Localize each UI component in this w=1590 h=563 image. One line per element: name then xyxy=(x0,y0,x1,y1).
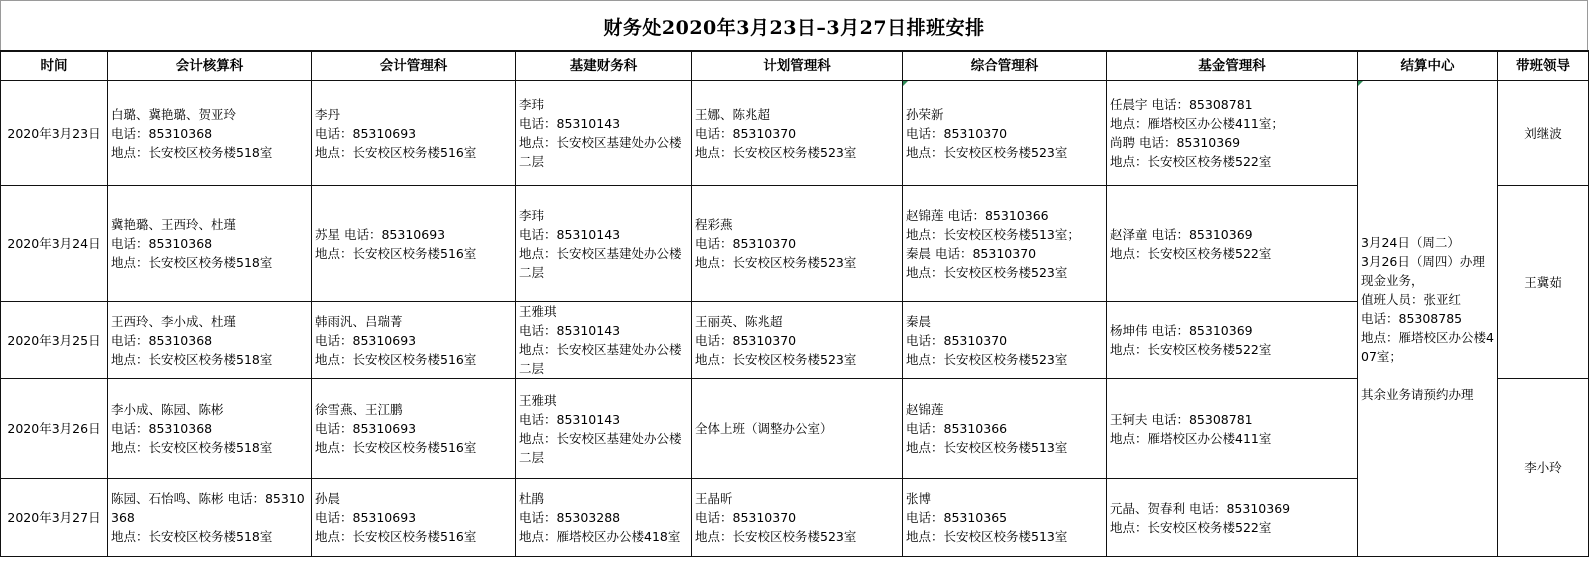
header-general-management: 综合管理科 xyxy=(903,51,1107,81)
table-row xyxy=(1,81,1589,186)
header-accounting: 会计核算科 xyxy=(108,51,312,81)
header-time: 时间 xyxy=(1,51,108,81)
schedule-cell: 李玮 电话：85310143 地点：长安校区基建处办公楼二层 xyxy=(516,81,692,186)
schedule-cell: 全体上班（调整办公室） xyxy=(692,379,903,479)
table-row xyxy=(1,479,1589,557)
schedule-cell: 王丽英、陈兆超 电话：85310370 地点：长安校区校务楼523室 xyxy=(692,302,903,379)
schedule-cell: 李玮 电话：85310143 地点：长安校区基建处办公楼二层 xyxy=(516,186,692,302)
leader-cell: 王冀茹 xyxy=(1498,186,1589,379)
date-cell: 2020年3月24日 xyxy=(1,186,108,302)
schedule-cell: 苏星 电话：85310693 地点：长安校区校务楼516室 xyxy=(312,186,516,302)
schedule-table xyxy=(0,50,1589,557)
schedule-cell: 白璐、冀艳璐、贺亚玲 电话：85310368 地点：长安校区校务楼518室 xyxy=(108,81,312,186)
schedule-cell: 秦晨 电话：85310370 地点：长安校区校务楼523室 xyxy=(903,302,1107,379)
schedule-cell: 张博 电话：85310365 地点：长安校区校务楼513室 xyxy=(903,479,1107,557)
schedule-cell: 王西玲、李小成、杜瑾 电话：85310368 地点：长安校区校务楼518室 xyxy=(108,302,312,379)
schedule-cell: 孙荣新 电话：85310370 地点：长安校区校务楼523室 xyxy=(903,81,1107,186)
header-construction-finance: 基建财务科 xyxy=(516,51,692,81)
schedule-cell: 王雅琪 电话：85310143 地点：长安校区基建处办公楼二层 xyxy=(516,379,692,479)
schedule-cell: 赵锦莲 电话：85310366 地点：长安校区校务楼513室 xyxy=(903,379,1107,479)
header-settlement-center: 结算中心 xyxy=(1358,51,1498,81)
date-cell: 2020年3月25日 xyxy=(1,302,108,379)
schedule-cell: 程彩燕 电话：85310370 地点：长安校区校务楼523室 xyxy=(692,186,903,302)
date-cell: 2020年3月27日 xyxy=(1,479,108,557)
schedule-cell: 赵锦莲 电话：85310366 地点：长安校区校务楼513室； 秦晨 电话：85310370 地点：长安校区校务楼523室 xyxy=(903,186,1107,302)
page-title: 财务处2020年3月23日–3月27日排班安排 xyxy=(0,0,1588,51)
table-row xyxy=(1,379,1589,479)
header-fund-management: 基金管理科 xyxy=(1107,51,1358,81)
table-row xyxy=(1,302,1589,379)
schedule-cell: 李小成、陈园、陈彬 电话：85310368 地点：长安校区校务楼518室 xyxy=(108,379,312,479)
schedule-cell: 王娜、陈兆超 电话：85310370 地点：长安校区校务楼523室 xyxy=(692,81,903,186)
schedule-cell: 杨坤伟 电话：85310369 地点：长安校区校务楼522室 xyxy=(1107,302,1358,379)
schedule-cell: 李丹 电话：85310693 地点：长安校区校务楼516室 xyxy=(312,81,516,186)
schedule-cell: 赵泽童 电话：85310369 地点：长安校区校务楼522室 xyxy=(1107,186,1358,302)
header-accounting-management: 会计管理科 xyxy=(312,51,516,81)
header-row xyxy=(1,51,1589,81)
schedule-cell: 徐雪燕、王江鹏 电话：85310693 地点：长安校区校务楼516室 xyxy=(312,379,516,479)
schedule-cell: 王雅琪 电话：85310143 地点：长安校区基建处办公楼二层 xyxy=(516,302,692,379)
header-leader: 带班领导 xyxy=(1498,51,1589,81)
leader-cell: 李小玲 xyxy=(1498,379,1589,557)
schedule-cell: 王轲夫 电话：85308781 地点：雁塔校区办公楼411室 xyxy=(1107,379,1358,479)
table-row xyxy=(1,186,1589,302)
settlement-center-cell: 3月24日（周二） 3月26日（周四）办理现金业务， 值班人员：张亚红 电话：85308785 地点：雁塔校区办公楼407室； 其余业务请预约办理 xyxy=(1358,81,1498,557)
schedule-cell: 元晶、贺春利 电话：85310369 地点：长安校区校务楼522室 xyxy=(1107,479,1358,557)
schedule-cell: 陈园、石怡鸣、陈彬 电话：85310368 地点：长安校区校务楼518室 xyxy=(108,479,312,557)
schedule-cell: 任晨宇 电话：85308781 地点：雁塔校区办公楼411室； 尚聘 电话：85310369 地点：长安校区校务楼522室 xyxy=(1107,81,1358,186)
schedule-cell: 杜鹃 电话：85303288 地点：雁塔校区办公楼418室 xyxy=(516,479,692,557)
date-cell: 2020年3月23日 xyxy=(1,81,108,186)
schedule-cell: 王晶昕 电话：85310370 地点：长安校区校务楼523室 xyxy=(692,479,903,557)
schedule-cell: 冀艳璐、王西玲、杜瑾 电话：85310368 地点：长安校区校务楼518室 xyxy=(108,186,312,302)
date-cell: 2020年3月26日 xyxy=(1,379,108,479)
header-planning: 计划管理科 xyxy=(692,51,903,81)
leader-cell: 刘继波 xyxy=(1498,81,1589,186)
schedule-cell: 孙晨 电话：85310693 地点：长安校区校务楼516室 xyxy=(312,479,516,557)
schedule-cell: 韩雨汎、吕瑞菁 电话：85310693 地点：长安校区校务楼516室 xyxy=(312,302,516,379)
